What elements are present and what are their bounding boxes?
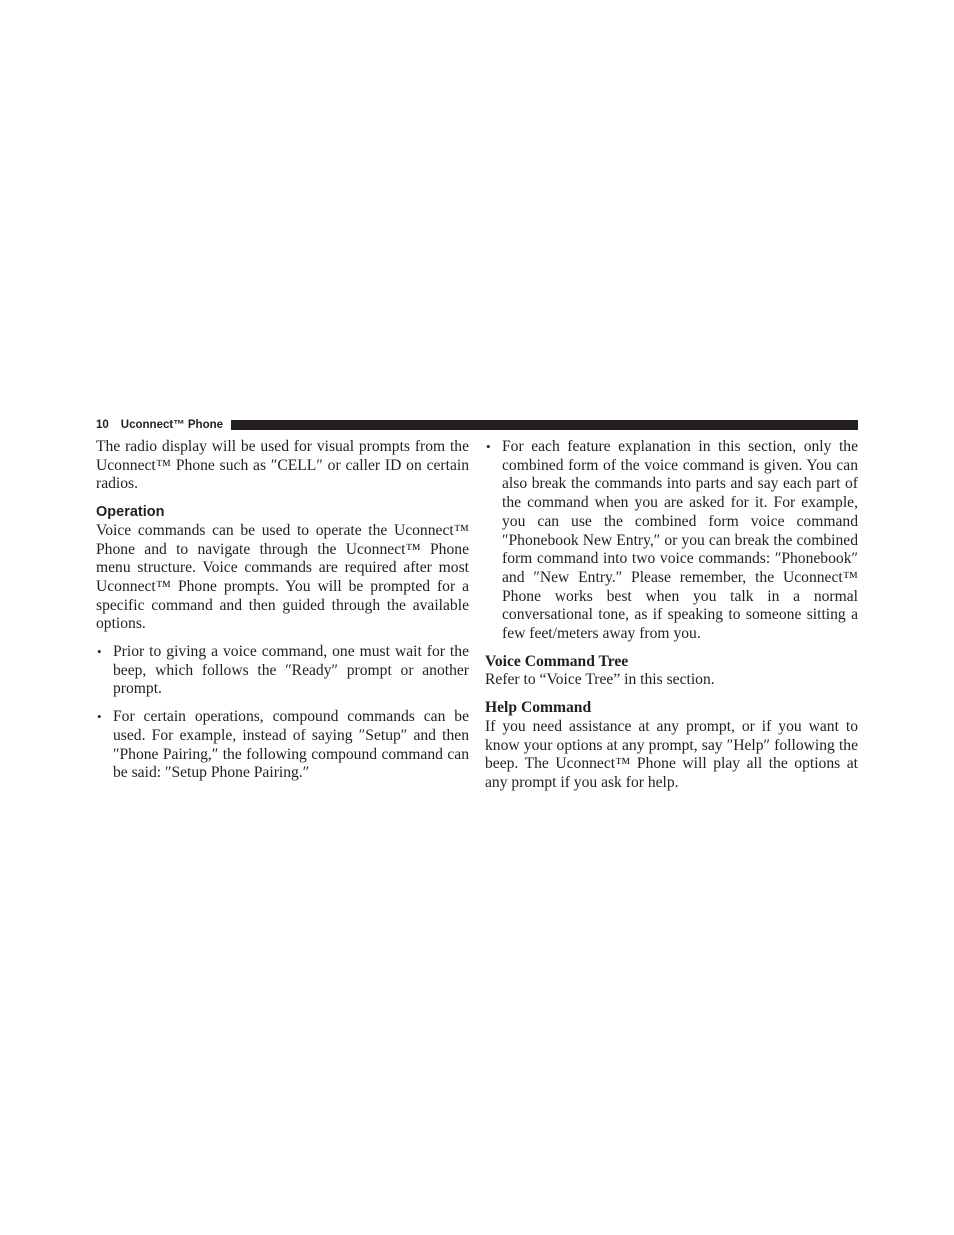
voice-tree-heading: Voice Command Tree [485,652,629,670]
header-rule [231,420,858,430]
bullet-text: For each feature explanation in this section, only the combined form of the voice command is given. You can also break the commands into parts and say each part of the command when you are asked for it. For example, you can use the combined form voice command ″Phonebook New Entry,″ or you can break the combined form command into two voice commands: ″Phonebook″ and ″New Entry.″ Please remember, the Uconnect™ Phone works best when you talk in a normal conversational tone, as if speaking to someone sitting a few feet/meters away from you. [502,438,858,643]
left-column [96,438,469,792]
bullet-text: Prior to giving a voice command, one must wait for the beep, which follows the ″Ready″ prompt or another prompt. [113,643,469,698]
bullet-text: For certain operations, compound commands can be used. For example, instead of saying ″Setup″ and then ″Phone Pairing,″ the following compound command can be said: ″Setup Phone Pairing.″ [113,708,469,782]
bullet-icon: • [97,709,102,725]
list-item [96,708,469,783]
operation-heading: Operation [96,504,165,521]
section-title: Uconnect™ Phone [120,419,224,431]
right-bullet-list [485,438,858,644]
help-paragraph: If you need assistance at any prompt, or if you want to know your options at any prompt, say ″Help″ following the beep. The Uconnect™ Phone will play all the options at any prompt if you ask for help. [485,717,858,791]
bullet-icon: • [97,644,102,660]
list-item [485,438,858,644]
right-column [485,438,858,793]
page-header [96,417,858,433]
voice-tree-paragraph: Refer to “Voice Tree” in this section. [485,671,715,689]
page-number: 10 [96,419,109,431]
help-heading: Help Command [485,699,592,717]
operation-paragraph: Voice commands can be used to operate the Uconnect™ Phone and to navigate through the Uconnect™ Phone menu structure. Voice commands are required after most Uconnect™ Phone prompts. You will be prompted for a specific command and then guided through the available options. [96,521,469,633]
bullet-icon: • [486,439,491,454]
list-item [96,643,469,699]
intro-paragraph: The radio display will be used for visual prompts from the Uconnect™ Phone such as ″CELL″ or caller ID on certain radios. [96,438,469,493]
left-bullet-list [96,643,469,783]
